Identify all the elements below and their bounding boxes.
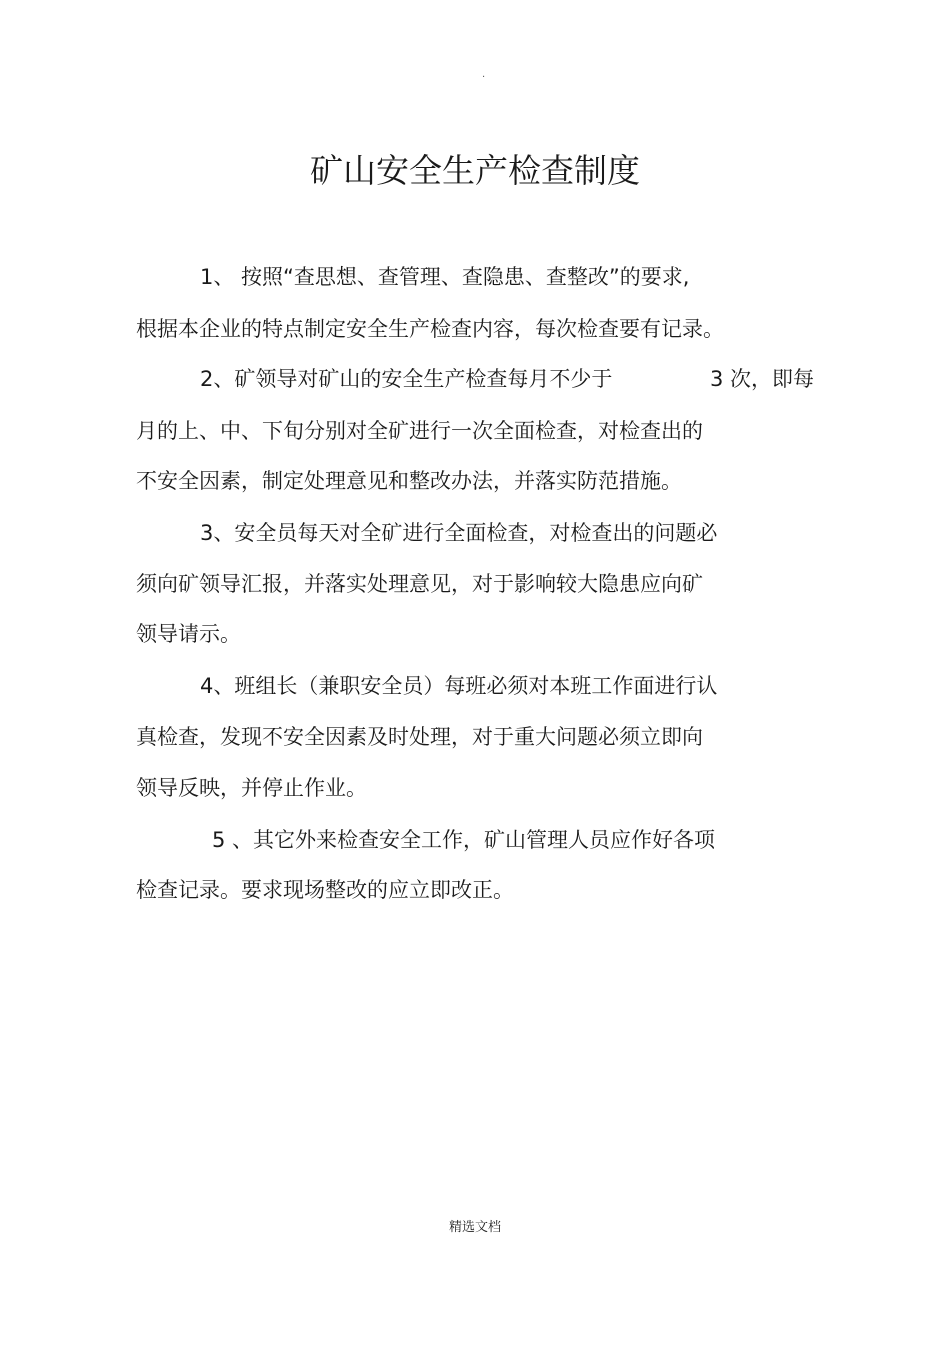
text-line: 月的上、中、下旬分别对全矿进行一次全面检查，对检查出的 bbox=[136, 419, 703, 443]
document-title: 矿山安全生产检查制度 bbox=[310, 151, 640, 190]
text-line: 根据本企业的特点制定安全生产检查内容，每次检查要有记录。 bbox=[136, 317, 724, 341]
header-mark: . bbox=[482, 69, 486, 80]
page-footer: 精选文档 bbox=[448, 1220, 501, 1235]
text-line: 领导请示。 bbox=[136, 622, 241, 646]
text-line: 3、安全员每天对全矿进行全面检查，对检查出的问题必 bbox=[200, 521, 718, 545]
text-line: 须向矿领导汇报，并落实处理意见，对于影响较大隐患应向矿 bbox=[136, 572, 703, 596]
text-line: 2、矿领导对矿山的安全生产检查每月不少于 bbox=[200, 367, 613, 391]
text-line: 5 、其它外来检查安全工作，矿山管理人员应作好各项 bbox=[212, 828, 716, 852]
text-line: 真检查，发现不安全因素及时处理，对于重大问题必须立即向 bbox=[136, 725, 703, 749]
text-line: 领导反映，并停止作业。 bbox=[136, 776, 367, 800]
text-line: 4、班组长（兼职安全员）每班必须对本班工作面进行认 bbox=[200, 674, 718, 698]
text-line: 不安全因素，制定处理意见和整改办法，并落实防范措施。 bbox=[136, 469, 682, 493]
text-line: 3 次，即每 bbox=[710, 367, 815, 391]
text-line: 检查记录。要求现场整改的应立即改正。 bbox=[136, 878, 514, 902]
text-line: 1、 按照“查思想、查管理、查隐患、查整改”的要求, bbox=[200, 265, 690, 289]
